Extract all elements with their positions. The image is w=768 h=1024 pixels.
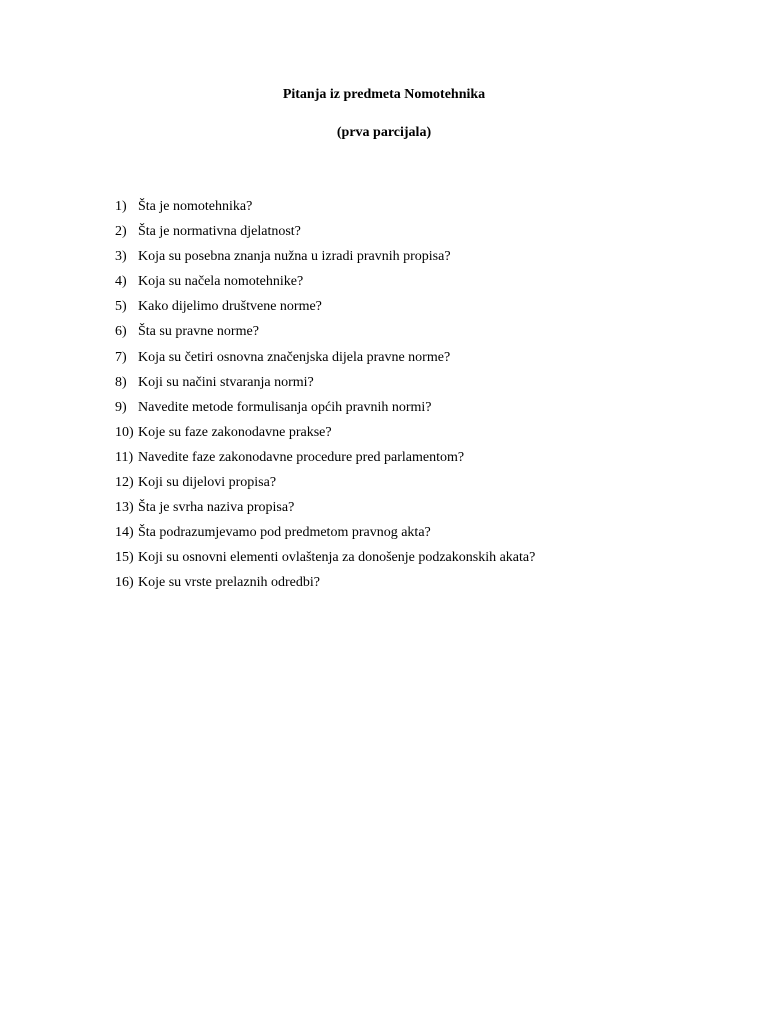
list-item bbox=[115, 323, 535, 348]
list-item bbox=[115, 298, 535, 323]
list-item bbox=[115, 524, 535, 549]
item-number: 8) bbox=[115, 374, 127, 390]
item-text: Koji su dijelovi propisa? bbox=[138, 475, 277, 491]
item-text: Navedite metode formulisanja općih pravnih normi? bbox=[138, 399, 432, 415]
item-text: Koje su vrste prelaznih odredbi? bbox=[138, 575, 320, 591]
list-item bbox=[115, 399, 535, 424]
item-text: Koja su četiri osnovna značenjska dijela pravne norme? bbox=[138, 349, 451, 365]
list-item bbox=[115, 198, 535, 223]
item-number: 10) bbox=[115, 424, 134, 440]
document-title: Pitanja iz predmeta Nomotehnika bbox=[282, 87, 486, 102]
list-item bbox=[115, 424, 535, 449]
item-number: 12) bbox=[115, 475, 134, 491]
question-list bbox=[115, 198, 535, 600]
list-item bbox=[115, 248, 535, 273]
list-item bbox=[115, 574, 535, 599]
item-text: Koji su osnovni elementi ovlaštenja za donošenje podzakonskih akata? bbox=[138, 550, 536, 566]
item-number: 4) bbox=[115, 274, 127, 290]
list-item bbox=[115, 273, 535, 298]
list-item bbox=[115, 549, 535, 574]
item-number: 15) bbox=[115, 550, 134, 566]
list-item bbox=[115, 474, 535, 499]
list-item bbox=[115, 499, 535, 524]
list-item bbox=[115, 374, 535, 399]
document-subtitle: (prva parcijala) bbox=[336, 125, 432, 140]
item-number: 3) bbox=[115, 249, 127, 265]
item-text: Šta je normativna djelatnost? bbox=[138, 224, 301, 240]
item-text: Šta su pravne norme? bbox=[138, 324, 259, 340]
item-number: 6) bbox=[115, 324, 127, 340]
item-text: Navedite faze zakonodavne procedure pred parlamentom? bbox=[138, 449, 465, 465]
list-item bbox=[115, 449, 535, 474]
list-item bbox=[115, 349, 535, 374]
item-text: Koja su načela nomotehnike? bbox=[138, 274, 304, 290]
item-number: 7) bbox=[115, 349, 127, 365]
item-number: 14) bbox=[115, 525, 134, 541]
item-text: Koji su načini stvaranja normi? bbox=[138, 374, 314, 390]
item-number: 1) bbox=[115, 199, 127, 214]
item-number: 2) bbox=[115, 224, 127, 240]
list-item bbox=[115, 223, 535, 248]
item-text: Kako dijelimo društvene norme? bbox=[138, 299, 322, 315]
item-number: 9) bbox=[115, 399, 127, 415]
item-text: Koja su posebna znanja nužna u izradi pravnih propisa? bbox=[138, 249, 451, 265]
item-text: Koje su faze zakonodavne prakse? bbox=[138, 424, 332, 440]
item-number: 16) bbox=[115, 575, 134, 591]
item-text: Šta je nomotehnika? bbox=[138, 199, 253, 214]
item-number: 5) bbox=[115, 299, 127, 315]
item-text: Šta je svrha naziva propisa? bbox=[138, 500, 295, 516]
item-number: 13) bbox=[115, 500, 134, 516]
item-number: 11) bbox=[115, 449, 134, 465]
item-text: Šta podrazumjevamo pod predmetom pravnog akta? bbox=[138, 525, 431, 541]
